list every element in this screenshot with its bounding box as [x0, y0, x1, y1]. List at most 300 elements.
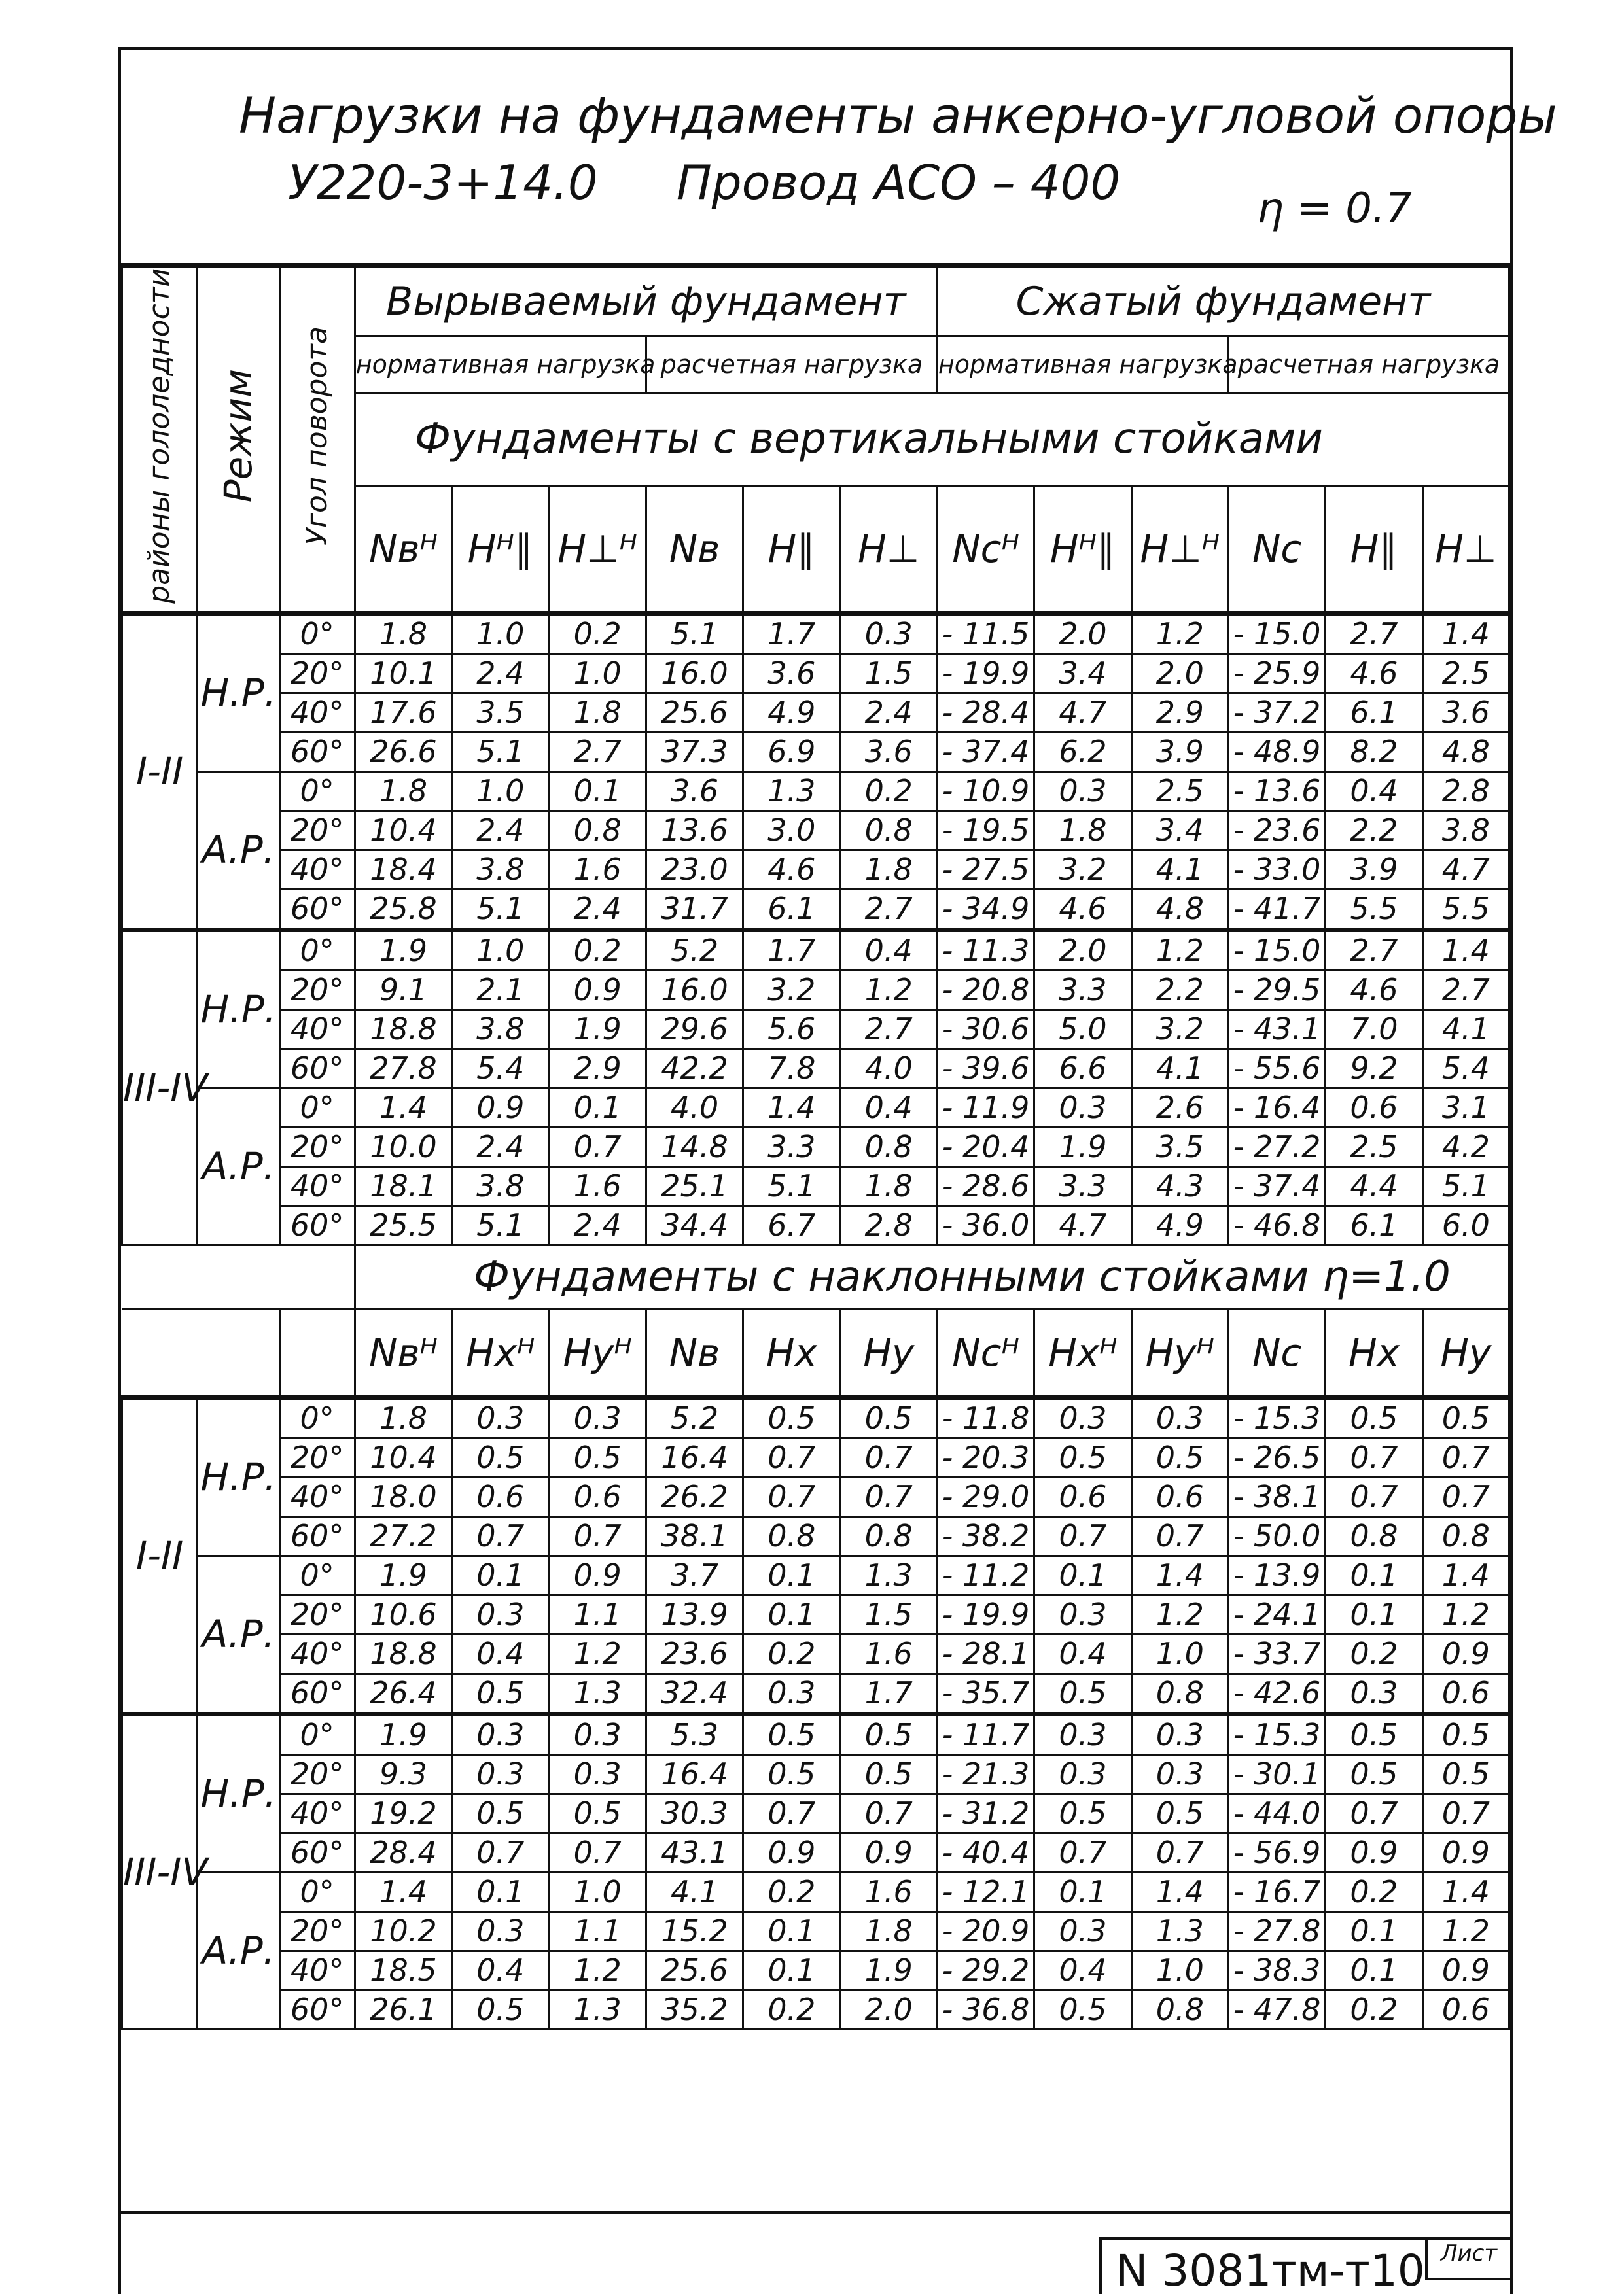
value-cell: 0.2: [840, 771, 937, 810]
value-cell: 0.5: [452, 1438, 549, 1477]
value-cell: - 15.0: [1228, 930, 1325, 970]
value-cell: 4.8: [1131, 889, 1228, 930]
column-symbol: Nв: [646, 485, 743, 613]
value-cell: 0.5: [1034, 1794, 1131, 1833]
value-cell: 8.2: [1326, 732, 1422, 771]
value-cell: 3.8: [1422, 810, 1509, 850]
value-cell: 16.4: [646, 1754, 743, 1794]
value-cell: 0.9: [1422, 1634, 1509, 1673]
table-row: [122, 1206, 1509, 1245]
value-cell: 0.7: [1326, 1438, 1422, 1477]
value-cell: 0.1: [743, 1556, 840, 1595]
region-cell: I-II: [122, 613, 198, 930]
value-cell: 18.4: [355, 850, 451, 889]
value-cell: 0.3: [1326, 1673, 1422, 1714]
angle-header: Угол поворота: [279, 268, 355, 614]
value-cell: 4.4: [1326, 1166, 1422, 1206]
region-header: районы гололедности: [122, 268, 198, 614]
value-cell: 6.1: [1326, 693, 1422, 732]
column-symbol: Nвᴴ: [355, 1309, 451, 1397]
value-cell: 5.5: [1422, 889, 1509, 930]
value-cell: 0.5: [1326, 1754, 1422, 1794]
value-cell: 0.6: [1422, 1673, 1509, 1714]
table-row: [122, 930, 1509, 970]
value-cell: - 11.2: [937, 1556, 1034, 1595]
value-cell: 6.1: [743, 889, 840, 930]
value-cell: 16.0: [646, 653, 743, 693]
mode-cell: Н.Р.: [198, 930, 279, 1088]
value-cell: - 11.7: [937, 1714, 1034, 1754]
column-symbol: Nc: [1228, 1309, 1325, 1397]
table-row: [122, 1794, 1509, 1833]
value-cell: 5.6: [743, 1009, 840, 1049]
value-cell: - 15.0: [1228, 613, 1325, 653]
value-cell: 2.0: [840, 1990, 937, 2029]
value-cell: 0.8: [1422, 1516, 1509, 1556]
value-cell: 2.0: [1034, 930, 1131, 970]
bottom-rule: [118, 2211, 1513, 2214]
value-cell: 2.0: [1034, 613, 1131, 653]
value-cell: 1.4: [743, 1088, 840, 1127]
value-cell: 0.7: [1326, 1794, 1422, 1833]
value-cell: 0.1: [1326, 1951, 1422, 1990]
value-cell: - 28.4: [937, 693, 1034, 732]
mode-cell: Н.Р.: [198, 1397, 279, 1556]
value-cell: 1.0: [549, 1872, 646, 1911]
value-cell: 0.6: [1422, 1990, 1509, 2029]
value-cell: 0.3: [452, 1397, 549, 1438]
value-cell: 1.6: [840, 1872, 937, 1911]
column-symbol: Ncᴴ: [937, 485, 1034, 613]
angle-cell: 0°: [279, 613, 355, 653]
value-cell: 1.4: [1131, 1556, 1228, 1595]
value-cell: 0.2: [1326, 1990, 1422, 2029]
value-cell: 5.1: [452, 889, 549, 930]
value-cell: 0.9: [840, 1833, 937, 1872]
value-cell: 0.4: [452, 1951, 549, 1990]
column-symbol: Hxᴴ: [452, 1309, 549, 1397]
value-cell: 0.7: [1131, 1516, 1228, 1556]
value-cell: 0.1: [743, 1911, 840, 1951]
table-row: [122, 1833, 1509, 1872]
column-symbol: Hyᴴ: [549, 1309, 646, 1397]
value-cell: 3.5: [1131, 1127, 1228, 1166]
value-cell: 1.2: [1131, 930, 1228, 970]
value-cell: 43.1: [646, 1833, 743, 1872]
value-cell: 4.6: [1326, 653, 1422, 693]
value-cell: 0.3: [743, 1673, 840, 1714]
value-cell: - 39.6: [937, 1049, 1034, 1088]
value-cell: 18.0: [355, 1477, 451, 1516]
table-row: [122, 1872, 1509, 1911]
value-cell: 4.8: [1422, 732, 1509, 771]
angle-cell: 0°: [279, 771, 355, 810]
value-cell: 1.7: [840, 1673, 937, 1714]
value-cell: 5.1: [452, 1206, 549, 1245]
value-cell: 10.6: [355, 1595, 451, 1634]
table-row: [122, 613, 1509, 653]
value-cell: 3.2: [1131, 1009, 1228, 1049]
value-cell: 10.1: [355, 653, 451, 693]
column-symbol: H⊥ᴴ: [549, 485, 646, 613]
value-cell: 4.1: [646, 1872, 743, 1911]
value-cell: 0.5: [1131, 1438, 1228, 1477]
value-cell: - 56.9: [1228, 1833, 1325, 1872]
angle-cell: 40°: [279, 1166, 355, 1206]
angle-cell: 60°: [279, 1206, 355, 1245]
eta-coefficient: η = 0.7: [1257, 184, 1412, 233]
band-spacer: [122, 1245, 355, 1309]
value-cell: 0.5: [549, 1438, 646, 1477]
value-cell: 0.7: [452, 1833, 549, 1872]
value-cell: 0.8: [1131, 1673, 1228, 1714]
value-cell: 1.9: [549, 1009, 646, 1049]
value-cell: 23.0: [646, 850, 743, 889]
value-cell: 0.7: [743, 1794, 840, 1833]
value-cell: 3.9: [1326, 850, 1422, 889]
value-cell: - 13.9: [1228, 1556, 1325, 1595]
value-cell: 27.8: [355, 1049, 451, 1088]
value-cell: 0.2: [743, 1634, 840, 1673]
value-cell: - 29.5: [1228, 970, 1325, 1009]
value-cell: 29.6: [646, 1009, 743, 1049]
region-cell: III-IV: [122, 930, 198, 1245]
value-cell: 1.2: [1422, 1911, 1509, 1951]
value-cell: - 12.1: [937, 1872, 1034, 1911]
value-cell: - 55.6: [1228, 1049, 1325, 1088]
value-cell: 0.3: [1034, 1754, 1131, 1794]
value-cell: 0.5: [743, 1714, 840, 1754]
value-cell: 16.0: [646, 970, 743, 1009]
table-row: [122, 1556, 1509, 1595]
column-symbol: Hᴴ∥: [452, 485, 549, 613]
value-cell: 26.1: [355, 1990, 451, 2029]
value-cell: 1.0: [452, 771, 549, 810]
value-cell: 2.2: [1326, 810, 1422, 850]
value-cell: 15.2: [646, 1911, 743, 1951]
value-cell: 0.1: [1034, 1556, 1131, 1595]
value-cell: 27.2: [355, 1516, 451, 1556]
value-cell: - 29.0: [937, 1477, 1034, 1516]
value-cell: 0.3: [1034, 1397, 1131, 1438]
value-cell: 3.2: [1034, 850, 1131, 889]
value-cell: - 27.2: [1228, 1127, 1325, 1166]
value-cell: 7.8: [743, 1049, 840, 1088]
value-cell: - 36.8: [937, 1990, 1034, 2029]
angle-cell: 40°: [279, 1009, 355, 1049]
angle-cell: 20°: [279, 1127, 355, 1166]
value-cell: 6.1: [1326, 1206, 1422, 1245]
value-cell: - 38.1: [1228, 1477, 1325, 1516]
value-cell: - 44.0: [1228, 1794, 1325, 1833]
value-cell: 17.6: [355, 693, 451, 732]
value-cell: 1.9: [355, 930, 451, 970]
value-cell: 6.2: [1034, 732, 1131, 771]
value-cell: 0.5: [1034, 1673, 1131, 1714]
value-cell: 0.5: [1131, 1794, 1228, 1833]
value-cell: 0.8: [840, 1127, 937, 1166]
value-cell: 0.2: [743, 1990, 840, 2029]
table-row: [122, 850, 1509, 889]
value-cell: 5.4: [1422, 1049, 1509, 1088]
value-cell: 2.2: [1131, 970, 1228, 1009]
table-row: [122, 732, 1509, 771]
angle-cell: 40°: [279, 1477, 355, 1516]
value-cell: 0.7: [743, 1477, 840, 1516]
value-cell: 3.6: [646, 771, 743, 810]
value-cell: 0.5: [1326, 1714, 1422, 1754]
angle-cell: 40°: [279, 1951, 355, 1990]
angle-cell: 40°: [279, 850, 355, 889]
value-cell: 0.9: [1326, 1833, 1422, 1872]
value-cell: - 20.8: [937, 970, 1034, 1009]
region-cell: III-IV: [122, 1714, 198, 2029]
value-cell: 35.2: [646, 1990, 743, 2029]
column-symbol: Hy: [1422, 1309, 1509, 1397]
value-cell: 3.8: [452, 1009, 549, 1049]
table-row: [122, 653, 1509, 693]
table-row: [122, 1397, 1509, 1438]
value-cell: 0.1: [549, 771, 646, 810]
value-cell: 0.3: [1131, 1397, 1228, 1438]
value-cell: 13.9: [646, 1595, 743, 1634]
value-cell: 0.1: [743, 1595, 840, 1634]
value-cell: 0.5: [452, 1990, 549, 2029]
value-cell: 5.1: [646, 613, 743, 653]
value-cell: - 33.0: [1228, 850, 1325, 889]
table-row: [122, 1088, 1509, 1127]
value-cell: 1.5: [840, 653, 937, 693]
value-cell: - 35.7: [937, 1673, 1034, 1714]
value-cell: 3.0: [743, 810, 840, 850]
value-cell: - 28.1: [937, 1634, 1034, 1673]
value-cell: 4.0: [646, 1088, 743, 1127]
value-cell: 0.4: [840, 1088, 937, 1127]
value-cell: 18.1: [355, 1166, 451, 1206]
value-cell: 0.3: [549, 1714, 646, 1754]
mode-cell: А.Р.: [198, 1088, 279, 1245]
table-row: [122, 1477, 1509, 1516]
mode-cell: А.Р.: [198, 1872, 279, 2029]
value-cell: 16.4: [646, 1438, 743, 1477]
value-cell: 1.3: [549, 1990, 646, 2029]
value-cell: 4.7: [1034, 1206, 1131, 1245]
document-title: Нагрузки на фундаменты анкерно-угловой опоры: [239, 86, 1557, 145]
value-cell: 4.6: [1034, 889, 1131, 930]
value-cell: 2.8: [1422, 771, 1509, 810]
value-cell: 5.5: [1326, 889, 1422, 930]
angle-cell: 0°: [279, 1088, 355, 1127]
value-cell: - 37.2: [1228, 693, 1325, 732]
value-cell: 1.0: [1131, 1634, 1228, 1673]
compressed-design-header: расчетная нагрузка: [1228, 336, 1509, 393]
angle-cell: 60°: [279, 1990, 355, 2029]
table-row: [122, 810, 1509, 850]
value-cell: 4.9: [1131, 1206, 1228, 1245]
wire-type: Провод АСО – 400: [676, 155, 1121, 210]
value-cell: 0.5: [743, 1397, 840, 1438]
value-cell: 0.3: [1034, 1088, 1131, 1127]
table-row: [122, 1516, 1509, 1556]
region-cell: I-II: [122, 1397, 198, 1714]
value-cell: 0.7: [1326, 1477, 1422, 1516]
value-cell: 3.8: [452, 850, 549, 889]
value-cell: 14.8: [646, 1127, 743, 1166]
value-cell: - 19.5: [937, 810, 1034, 850]
value-cell: 0.5: [452, 1673, 549, 1714]
value-cell: 7.0: [1326, 1009, 1422, 1049]
sheet-label: Лист: [1425, 2240, 1510, 2280]
value-cell: - 37.4: [937, 732, 1034, 771]
angle-cell: 60°: [279, 1516, 355, 1556]
value-cell: 2.8: [840, 1206, 937, 1245]
value-cell: 25.6: [646, 1951, 743, 1990]
value-cell: 1.9: [1034, 1127, 1131, 1166]
value-cell: 30.3: [646, 1794, 743, 1833]
angle-cell: 20°: [279, 1438, 355, 1477]
table-row: [122, 1951, 1509, 1990]
value-cell: 25.6: [646, 693, 743, 732]
value-cell: 1.9: [355, 1714, 451, 1754]
table-row: [122, 1166, 1509, 1206]
value-cell: 0.1: [1034, 1872, 1131, 1911]
value-cell: - 15.3: [1228, 1714, 1325, 1754]
value-cell: 4.6: [743, 850, 840, 889]
value-cell: 0.9: [1422, 1833, 1509, 1872]
column-symbol: Nв: [646, 1309, 743, 1397]
value-cell: 0.9: [549, 1556, 646, 1595]
value-cell: 10.4: [355, 1438, 451, 1477]
column-symbol: Nc: [1228, 485, 1325, 613]
value-cell: 2.9: [549, 1049, 646, 1088]
value-cell: 4.1: [1422, 1009, 1509, 1049]
value-cell: 0.5: [840, 1397, 937, 1438]
value-cell: 0.9: [452, 1088, 549, 1127]
value-cell: 1.3: [1131, 1911, 1228, 1951]
value-cell: - 26.5: [1228, 1438, 1325, 1477]
angle-cell: 0°: [279, 1872, 355, 1911]
title-block: [121, 50, 1557, 266]
value-cell: 37.3: [646, 732, 743, 771]
value-cell: 1.6: [840, 1634, 937, 1673]
value-cell: 1.7: [743, 613, 840, 653]
value-cell: 0.1: [1326, 1595, 1422, 1634]
value-cell: 0.8: [743, 1516, 840, 1556]
value-cell: 3.4: [1131, 810, 1228, 850]
value-cell: 0.6: [1131, 1477, 1228, 1516]
value-cell: - 37.4: [1228, 1166, 1325, 1206]
value-cell: 0.1: [452, 1872, 549, 1911]
value-cell: 3.3: [1034, 970, 1131, 1009]
value-cell: 0.8: [549, 810, 646, 850]
value-cell: - 46.8: [1228, 1206, 1325, 1245]
value-cell: - 34.9: [937, 889, 1034, 930]
table-row: [122, 1754, 1509, 1794]
value-cell: 9.2: [1326, 1049, 1422, 1088]
value-cell: 1.8: [840, 1166, 937, 1206]
value-cell: - 29.2: [937, 1951, 1034, 1990]
mode-header: Режим: [198, 268, 279, 614]
value-cell: 18.8: [355, 1634, 451, 1673]
value-cell: 0.7: [1422, 1438, 1509, 1477]
column-symbol: Hᴴ∥: [1034, 485, 1131, 613]
value-cell: 5.0: [1034, 1009, 1131, 1049]
value-cell: 0.7: [549, 1127, 646, 1166]
column-symbol: Hxᴴ: [1034, 1309, 1131, 1397]
value-cell: 1.0: [452, 613, 549, 653]
mode-cell: Н.Р.: [198, 613, 279, 771]
value-cell: - 33.7: [1228, 1634, 1325, 1673]
value-cell: - 24.1: [1228, 1595, 1325, 1634]
value-cell: 0.9: [549, 970, 646, 1009]
value-cell: 6.6: [1034, 1049, 1131, 1088]
value-cell: 5.4: [452, 1049, 549, 1088]
value-cell: - 30.1: [1228, 1754, 1325, 1794]
value-cell: - 23.6: [1228, 810, 1325, 850]
value-cell: 1.4: [1422, 613, 1509, 653]
value-cell: 0.7: [840, 1438, 937, 1477]
value-cell: - 10.9: [937, 771, 1034, 810]
value-cell: 1.4: [355, 1088, 451, 1127]
value-cell: 3.6: [743, 653, 840, 693]
drawing-sheet: [118, 47, 1557, 2294]
value-cell: 4.0: [840, 1049, 937, 1088]
value-cell: 3.8: [452, 1166, 549, 1206]
value-cell: 0.3: [1034, 1595, 1131, 1634]
value-cell: 4.2: [1422, 1127, 1509, 1166]
value-cell: 18.5: [355, 1951, 451, 1990]
value-cell: 0.7: [840, 1477, 937, 1516]
value-cell: 0.8: [1326, 1516, 1422, 1556]
value-cell: 0.8: [840, 1516, 937, 1556]
value-cell: 2.6: [1131, 1088, 1228, 1127]
value-cell: 0.3: [549, 1397, 646, 1438]
value-cell: 2.7: [840, 889, 937, 930]
value-cell: 2.7: [840, 1009, 937, 1049]
column-symbol: Hy: [840, 1309, 937, 1397]
value-cell: 0.7: [1422, 1477, 1509, 1516]
value-cell: 1.0: [452, 930, 549, 970]
value-cell: 0.6: [452, 1477, 549, 1516]
value-cell: 0.5: [1034, 1438, 1131, 1477]
value-cell: - 42.6: [1228, 1673, 1325, 1714]
value-cell: 0.2: [549, 613, 646, 653]
value-cell: 0.1: [743, 1951, 840, 1990]
value-cell: 9.3: [355, 1754, 451, 1794]
column-symbol: Hx: [743, 1309, 840, 1397]
value-cell: 1.3: [549, 1673, 646, 1714]
angle-cell: 0°: [279, 1714, 355, 1754]
value-cell: 3.6: [840, 732, 937, 771]
value-cell: - 16.7: [1228, 1872, 1325, 1911]
value-cell: 1.2: [1422, 1595, 1509, 1634]
value-cell: 1.2: [1131, 1595, 1228, 1634]
tower-code: У220-3+14.0: [288, 155, 598, 210]
value-cell: 0.1: [1326, 1911, 1422, 1951]
column-symbol: H⊥ᴴ: [1131, 485, 1228, 613]
value-cell: 25.8: [355, 889, 451, 930]
angle-cell: 60°: [279, 1049, 355, 1088]
value-cell: 26.2: [646, 1477, 743, 1516]
value-cell: - 20.9: [937, 1911, 1034, 1951]
value-cell: 42.2: [646, 1049, 743, 1088]
value-cell: 0.9: [1422, 1951, 1509, 1990]
value-cell: 19.2: [355, 1794, 451, 1833]
uplift-normative-header: нормативная нагрузка: [355, 336, 646, 393]
value-cell: 0.9: [743, 1833, 840, 1872]
value-cell: 3.2: [743, 970, 840, 1009]
value-cell: 0.5: [1326, 1397, 1422, 1438]
